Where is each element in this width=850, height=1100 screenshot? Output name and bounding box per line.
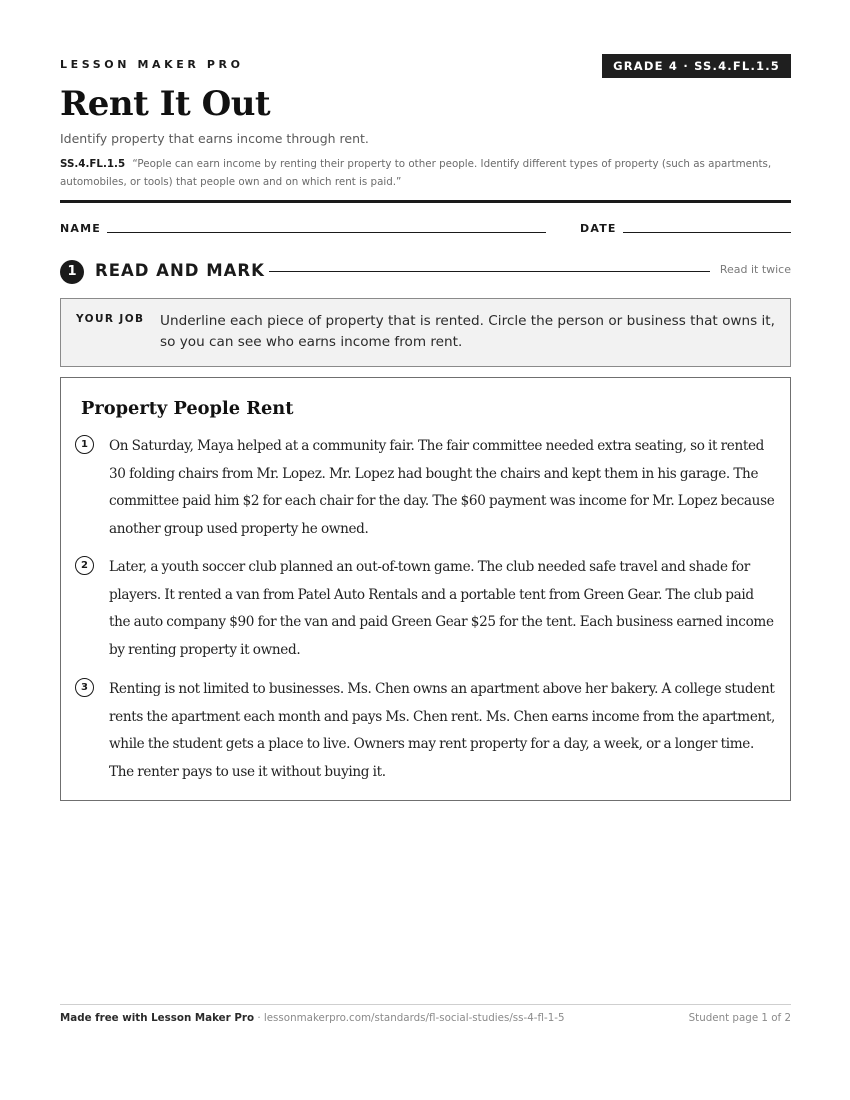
section-number-badge: 1 [60,260,84,284]
grade-badge: GRADE 4 · SS.4.FL.1.5 [602,54,791,78]
name-field[interactable] [107,232,546,233]
instructions-box [60,298,791,367]
footer-credit [60,1012,565,1024]
passage-title: Property People Rent [81,398,294,419]
page-title: Rent It Out [60,84,271,124]
footer-made-with: Made free with Lesson Maker Pro [60,1012,255,1024]
footer-divider [60,1004,791,1005]
date-field[interactable] [623,232,791,233]
section-title: READ AND MARK [95,261,265,280]
section-divider [269,271,710,272]
standard-description [60,156,791,191]
section-note: Read it twice [719,263,791,276]
page-subtitle: Identify property that earns income through rent. [60,131,369,146]
paragraph-text: Later, a youth soccer club planned an out-of-town game. The club needed safe travel and shade for players. It rented a van from Patel Auto Rentals and a portable tent from Green Gear. The club paid the auto company $90 for the van and paid Green Gear $25 for the tent. Each business earned income by renting property it owned. [109,559,774,659]
standard-code: SS.4.FL.1.5 [60,158,126,170]
instructions-label: YOUR JOB [76,313,145,325]
date-label: DATE [580,222,617,235]
name-label: NAME [60,222,101,235]
paragraph-text: Renting is not limited to businesses. Ms. Chen owns an apartment above her bakery. A college student rents the apartment each month and pays Ms. Chen rent. Ms. Chen earns income from the apartment, while the student gets a place to live. Owners may rent property for a day, a week, or a longer time. The renter pays to use it without buying it. [109,681,775,781]
standard-text: “People can earn income by renting their property to other people. Identify different types of property (such as apartments, automobiles, or tools) that people own and on which rent is paid.” [60,158,772,188]
paragraph-number: 1 [75,435,94,454]
instructions-text: Underline each piece of property that is rented. Circle the person or business that owns it, so you can see who earns income from rent. [160,313,775,350]
worksheet-page [60,0,791,1100]
footer-page-number: Student page 1 of 2 [688,1012,791,1024]
paragraph-number: 2 [75,556,94,575]
paragraph-text: On Saturday, Maya helped at a community fair. The fair committee needed extra seating, so it rented 30 folding chairs from Mr. Lopez. Mr. Lopez had bought the chairs and kept them in his garage. The committee paid him $2 for each chair for the day. The $60 payment was income for Mr. Lopez because another group used property he owned. [109,438,775,538]
footer-url[interactable]: · lessonmakerpro.com/standards/fl-social-studies/ss-4-fl-1-5 [257,1012,565,1024]
brand-name: LESSON MAKER PRO [60,58,244,71]
header-divider [60,200,791,203]
paragraph-number: 3 [75,678,94,697]
reading-passage [60,377,791,801]
